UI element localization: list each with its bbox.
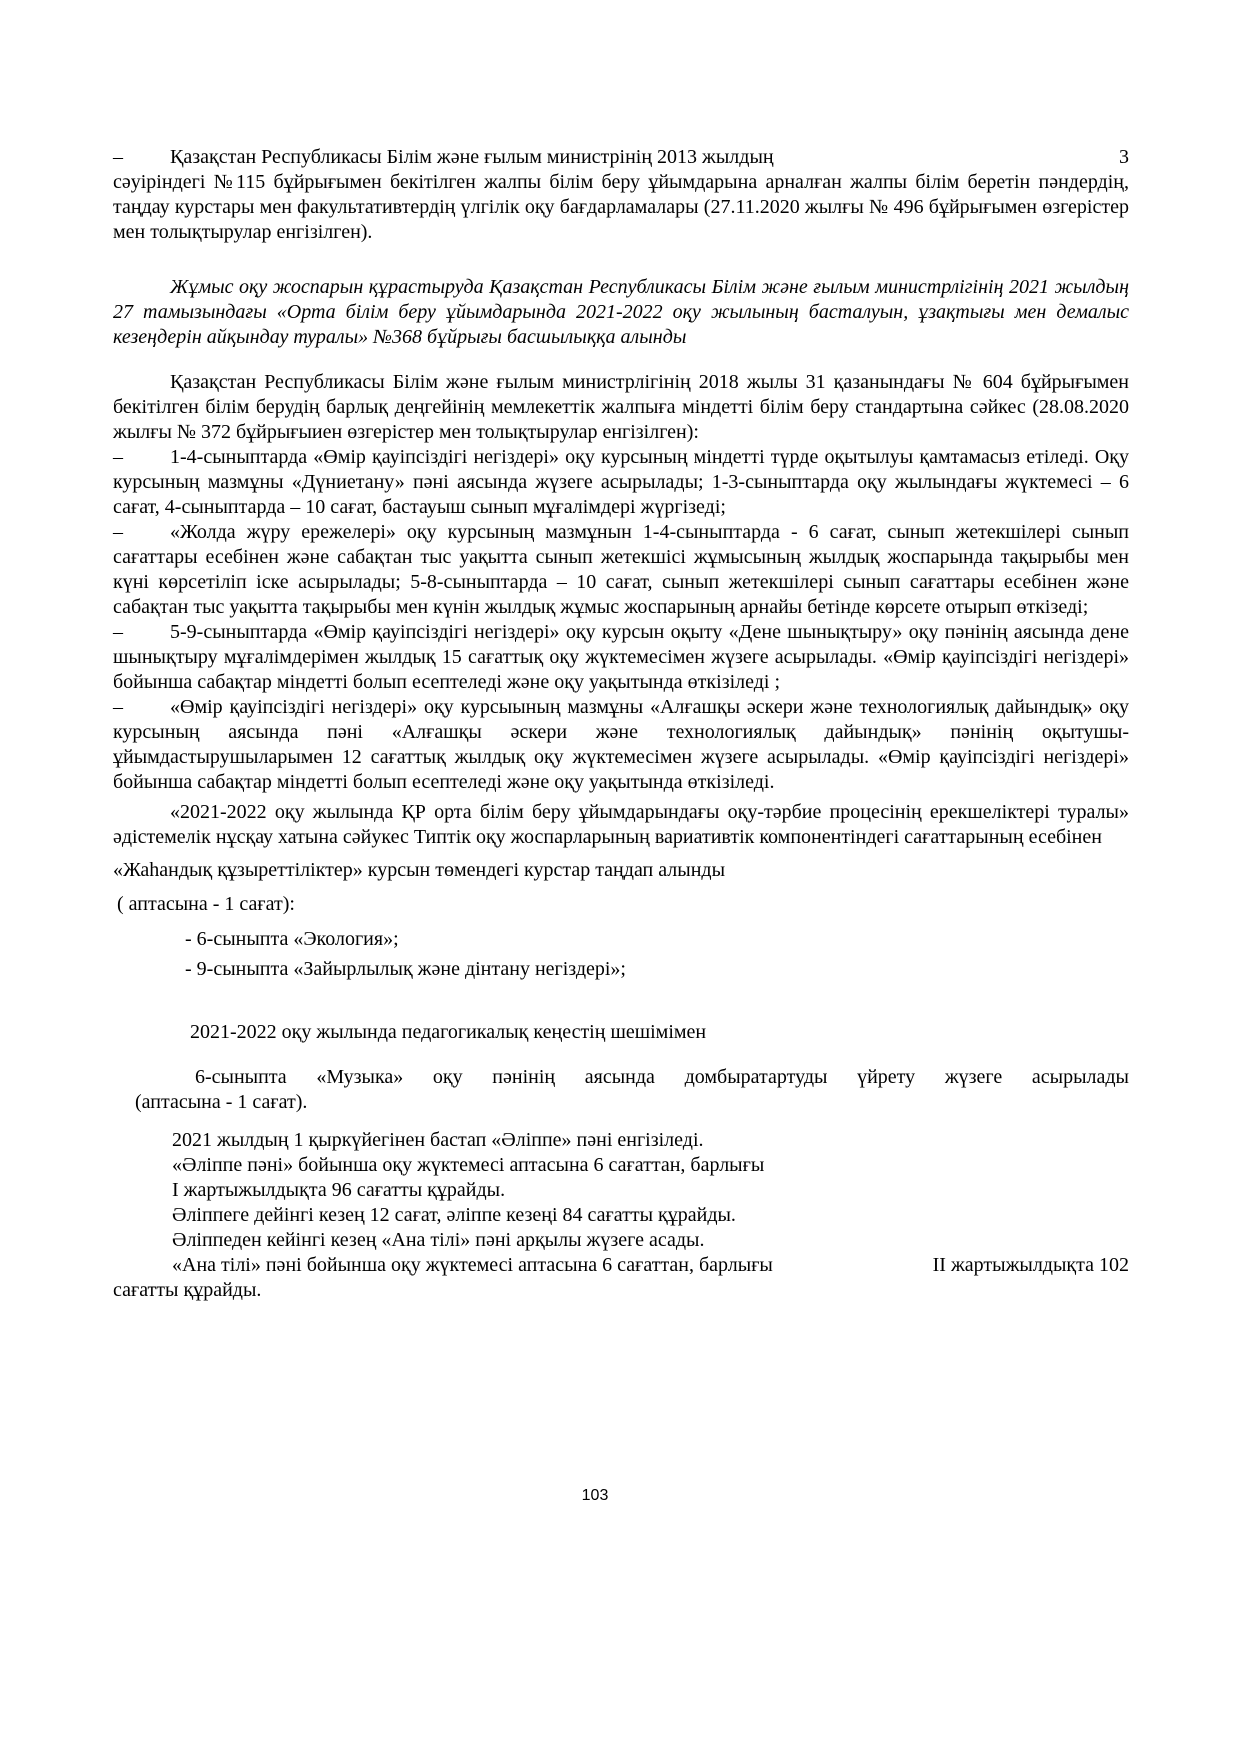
- paragraph-first-line: [113, 145, 1129, 170]
- line-alippe-semester1: I жартыжылдықта 96 сағатты құрайды.: [172, 1179, 506, 1201]
- line-zhahandyk-kuzyrettilikter: «Жаһандық құзыреттіліктер» курсын төмендегі курстар таңдап алынды: [113, 859, 726, 881]
- list-item-dintanu: - 9-сыныпта «Зайырлылық және дінтану негіздері»;: [185, 958, 626, 980]
- line-alippe-load: «Әліппе пәні» бойынша оқу жүктемесі аптасына 6 сағаттан, барлығы: [172, 1154, 765, 1176]
- line-pedsovet-decision: 2021-2022 оқу жылында педагогикалық кеңестің шешімімен: [190, 1021, 707, 1043]
- line-alippe-intro: 2021 жылдың 1 қыркүйегінен бастап «Әліппе» пәні енгізіледі.: [172, 1129, 704, 1151]
- bullet-text: 5-9-сыныптарда «Өмір қауіпсіздігі негіздері» оқу курсын оқыту «Дене шынықтыру» оқу пәнінің аясында дене шынықтыру мұғалімдерімен жылдық 15 сағаттық оқу жүктемесімен жүзеге асырылады. «Өмір қауіпсіздігі негіздері» бойынша сабақтар міндетті болып есептеледі және оқу уақытында өткізіледі ;: [113, 621, 1129, 693]
- bullet-zholda-zhuru-erezheleri: [113, 520, 1129, 620]
- bullet-omir-kauipsizdigi-5-9: [113, 620, 1129, 695]
- line-alippe-anatili: Әліппеден кейінгі кезең «Ана тілі» пәні арқылы жүзеге асады.: [172, 1229, 705, 1251]
- paragraph-ministry-order-2013: [113, 145, 1129, 245]
- paragraph-state-standard-2018: Қазақстан Республикасы Білім және ғылым министрлігінің 2018 жылы 31 қазанындағы № 604 бұйрығымен бекітілген білім берудің барлық деңгейінің мемлекеттік жалпыға міндетті білім беру стандартына сәйкес (28.08.2020 жылғы № 372 бұйрығыиен өзгерістер мен толықтырулар енгізілген):: [113, 371, 1129, 443]
- first-line-text: Қазақстан Республикасы Білім және ғылым министрінің 2013 жылдың: [170, 146, 774, 168]
- list-dash: –: [113, 521, 123, 543]
- first-line-left: [113, 145, 774, 170]
- bullet-algashky-askeri-dayindyk: [113, 695, 1129, 795]
- paragraph-muzyka-dombyra: [113, 1065, 1129, 1115]
- paragraph-body: сәуіріндегі №115 бұйрығымен бекітілген жалпы білім беру ұйымдарына арналған жалпы білім беретін пәндердің, таңдау курстары мен факультативтердің үлгілік оқу бағдарламалары (27.11.2020 жылғы № 496 бұйрығымен өзгерістер мен толықтырулар енгізілген).: [113, 171, 1129, 243]
- line-aptasyna-1-sagat: ( аптасына - 1 сағат):: [117, 893, 295, 915]
- list-dash: –: [113, 621, 123, 643]
- line-alippe-periods: Әліппеге дейінгі кезең 12 сағат, әліппе кезеңі 84 сағатты құрайды.: [172, 1204, 736, 1226]
- anatili-line-1: [172, 1253, 1129, 1278]
- first-line-right-number: 3: [1119, 146, 1129, 168]
- anatili-line-2: сағатты құрайды.: [113, 1279, 262, 1301]
- paragraph-methodical-letter: «2021-2022 оқу жылында ҚР орта білім беру ұйымдарындағы оқу-тәрбие процесінің ерекшеліктері туралы» әдістемелік нұсқау хатына сәйукес Типтік оқу жоспарларының вариативтік компонентіндегі сағаттарының есебінен: [113, 801, 1129, 848]
- muzyka-line-2: (аптасына - 1 сағат).: [135, 1091, 308, 1113]
- page-content: [113, 145, 1129, 1303]
- chosen-courses-list: [185, 927, 1129, 982]
- bullet-text: 1-4-сыныптарда «Өмір қауіпсіздігі негіздері» оқу курсының міндетті түрде оқытылуы қамтамасыз етіледі. Оқу курсының мазмұны «Дүниетану» пәні аясында жүзеге асырылады; 1-3-сыныптарда оқу жылындағы жүктемесі – 6 сағат, 4-сыныптарда – 10 сағат, бастауыш сынып мұғалімдері жүргізеді;: [113, 446, 1129, 518]
- alippe-block: [113, 1128, 1129, 1303]
- paragraph-anatili-load: [113, 1253, 1129, 1303]
- list-dash: –: [113, 696, 123, 718]
- bullet-text: «Жолда жүру ережелері» оқу курсының мазмұнын 1-4-сыныптарда - 6 сағат, сынып жетекшілері сынып сағаттары есебінен және сабақтан тыс уақытта сынып жетекшісі жұмысының жылдық жоспарында тақырыбы мен күні көрсетіліп іске асырылады; 5-8-сыныптарда – 10 сағат, сынып жетекшілері сынып сағаттары есебінен және сабақтан тыс уақытта тақырыбы мен күнін жылдық жұмыс жоспарының арнайы бетінде көрсете отырып өткізеді;: [113, 521, 1129, 618]
- list-dash: –: [113, 446, 123, 468]
- list-item-ecology: - 6-сыныпта «Экология»;: [185, 928, 399, 950]
- list-dash: –: [113, 146, 123, 168]
- anatili-part-1: «Ана тілі» пәні бойынша оқу жүктемесі аптасына 6 сағаттан, барлығы: [172, 1254, 773, 1276]
- bullet-text: «Өмір қауіпсіздігі негіздері» оқу курсыының мазмұны «Алғашқы әскери және технологиялық дайындық» оқу курсының аясында пәні «Алғашқы әскери және технологиялық дайындық» пәнінің оқытушы-ұйымдастырушыларымен 12 сағаттық жылдық оқу жүктемесімен жүзеге асырылады. «Өмір қауіпсіздігі негіздері» бойынша сабақтар міндетті болып есептеледі және оқу уақытында өткізіледі.: [113, 696, 1129, 793]
- anatili-part-2: II жартыжылдықта 102: [932, 1254, 1129, 1276]
- muzyka-line-1: 6-сыныпта «Музыка» оқу пәнінің аясында домбыратартуды үйрету жүзеге асырылады: [195, 1066, 1129, 1088]
- paragraph-work-plan-order-368: Жұмыс оқу жоспарын құрастыруда Қазақстан Республикасы Білім және ғылым министрлігінің 2021 жылдың 27 тамызындағы «Орта білім беру ұйымдарында 2021-2022 оқу жылының басталуын, ұзақтығы мен демалыс кезеңдерін айқындау туралы» №368 бұйрығы басшылыққа алынды: [113, 276, 1129, 348]
- page-number: 103: [581, 1487, 609, 1504]
- bullet-omir-kauipsizdigi-1-4: [113, 445, 1129, 520]
